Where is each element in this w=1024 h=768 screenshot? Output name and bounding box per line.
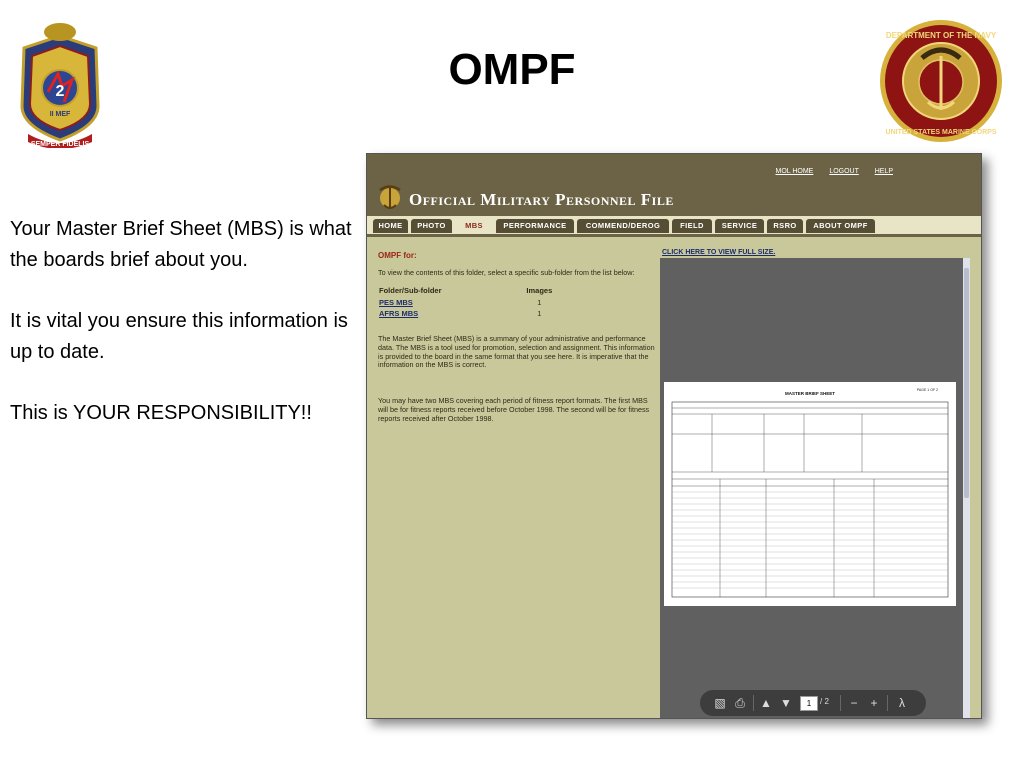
save-icon[interactable]: ▧ <box>714 696 726 710</box>
total-pages: / 2 <box>820 697 829 706</box>
ompf-for-label: OMPF for: <box>378 251 417 260</box>
mbs-form-grid <box>664 382 956 606</box>
pdf-toolbar <box>700 690 926 716</box>
folder-table <box>378 284 568 319</box>
logout-link[interactable]: LOGOUT <box>829 168 859 175</box>
tab-rsro[interactable]: RSRO <box>767 219 803 233</box>
mbs-description-formats: You may have two MBS covering each period of fitness report formats. The first MBS will be for fitness reports received before October 1998. The second will be for fitness reports received after October 1998. <box>378 396 650 423</box>
bullet-1: Your Master Brief Sheet (MBS) is what the boards brief about you. <box>10 218 352 271</box>
tab-service[interactable]: SERVICE <box>715 219 764 233</box>
scrollbar-thumb[interactable] <box>964 268 969 498</box>
slide-body <box>10 214 360 459</box>
table-row <box>378 308 568 319</box>
tab-performance[interactable]: PERFORMANCE <box>496 219 574 233</box>
folder-table-header <box>378 284 568 297</box>
slide-title: OMPF <box>448 45 576 94</box>
folder-link-afrs-mbs[interactable]: AFRS MBS <box>379 309 419 318</box>
help-link[interactable]: HELP <box>874 168 893 175</box>
tab-mbs[interactable]: MBS <box>455 219 493 233</box>
folder-instructions: To view the contents of this folder, select a specific sub-folder from the list below: <box>378 268 635 277</box>
pdf-viewer <box>660 258 970 718</box>
ompf-header <box>367 154 981 216</box>
folder-column-header: Folder/Sub-folder <box>379 286 442 295</box>
mbs-description: The Master Brief Sheet (MBS) is a summary of your administrative and performance data. The MBS is a tool used for promotion, selection and assignment. This information is provided to the board in the same format that you see here. It is imperative that the information on the MBS is correct. <box>378 334 655 370</box>
mol-home-link[interactable]: MOL HOME <box>775 168 814 175</box>
view-full-size-link[interactable]: CLICK HERE TO VIEW FULL SIZE. <box>662 249 776 256</box>
images-column-header: Images <box>526 286 553 295</box>
page-number-input[interactable]: 1 <box>800 696 818 711</box>
print-icon[interactable]: ⎙ <box>735 696 745 710</box>
tab-photo[interactable]: PHOTO <box>411 219 452 233</box>
ompf-screenshot <box>366 153 982 719</box>
mbs-document-page <box>664 382 956 606</box>
next-page-icon[interactable]: ▼ <box>780 696 792 710</box>
ompf-banner-title: Official Military Personnel File <box>409 190 674 209</box>
image-count: 1 <box>537 309 542 318</box>
zoom-in-icon[interactable]: + <box>870 696 878 710</box>
adobe-acrobat-icon[interactable]: λ <box>899 696 905 710</box>
viewer-scrollbar[interactable] <box>963 258 970 718</box>
2d-radio-battalion-emblem-icon <box>14 16 106 148</box>
folder-pane <box>367 237 660 718</box>
top-links <box>762 168 894 175</box>
tab-about-ompf[interactable]: ABOUT OMPF <box>806 219 875 233</box>
svg-text:2: 2 <box>55 83 65 100</box>
bullet-2: It is vital you ensure this information is up to date. <box>10 310 348 363</box>
previous-page-icon[interactable]: ▲ <box>760 696 772 710</box>
image-count: 1 <box>537 298 542 307</box>
eagle-globe-anchor-icon <box>375 182 405 212</box>
bullet-3: This is YOUR RESPONSIBILITY!! <box>10 402 312 424</box>
mbs-document-title: MASTER BRIEF SHEET <box>784 391 835 396</box>
zoom-out-icon[interactable]: − <box>850 696 858 710</box>
tab-field[interactable]: FIELD <box>672 219 712 233</box>
svg-text:UNITED STATES MARINE CORPS: UNITED STATES MARINE CORPS <box>885 129 997 136</box>
table-row <box>378 297 568 308</box>
svg-text:DEPARTMENT OF THE NAVY: DEPARTMENT OF THE NAVY <box>885 31 997 40</box>
svg-text:II MEF: II MEF <box>49 111 71 118</box>
tab-commend-derog[interactable]: COMMEND/DEROG <box>577 219 669 233</box>
svg-text:SEMPER FIDELIS: SEMPER FIDELIS <box>30 141 90 148</box>
tab-bar <box>367 216 981 237</box>
tab-home[interactable]: HOME <box>373 219 408 233</box>
folder-link-pes-mbs[interactable]: PES MBS <box>379 298 413 307</box>
department-of-the-navy-usmc-seal-icon <box>878 18 1004 144</box>
mbs-page-number: PAGE 1 OF 2 <box>916 388 938 392</box>
